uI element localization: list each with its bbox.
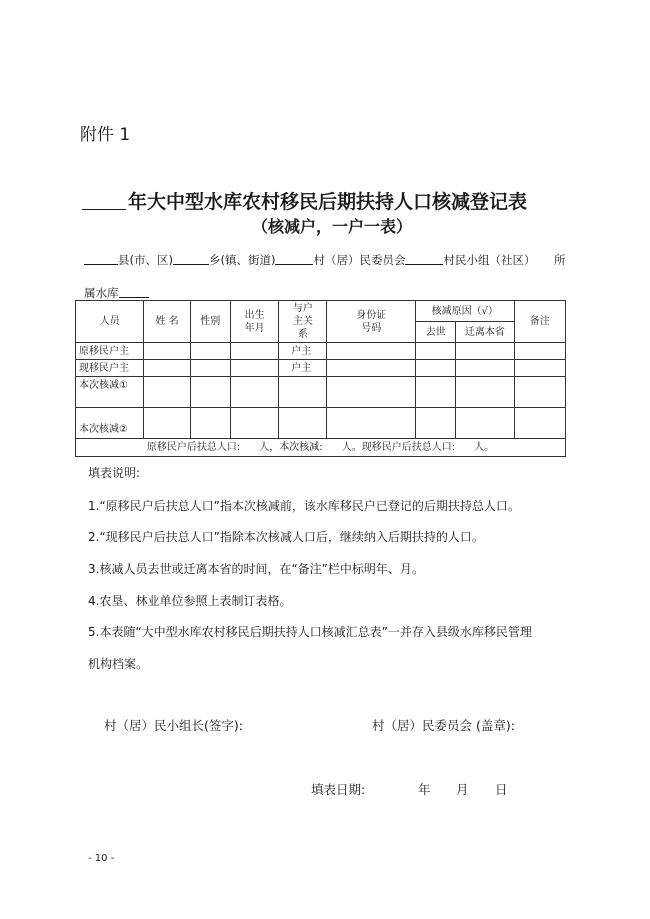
belong-label: 所 [554, 253, 566, 267]
cell-name[interactable] [144, 343, 190, 360]
address-line [84, 252, 574, 268]
cell-name[interactable] [144, 408, 190, 439]
notes-heading: 填表说明: [88, 466, 141, 480]
date-month: 月 [456, 782, 469, 797]
header-id [327, 301, 416, 343]
note-item: 4.农垦、林业单位参照上表制订表格。 [88, 594, 292, 608]
cell-remark[interactable] [514, 360, 565, 377]
cell-gender[interactable] [190, 343, 230, 360]
header-relation-text: 与户主关系 [292, 303, 313, 340]
table-header-row [76, 301, 566, 322]
summary-text: 原移民户后扶总人口: 人，本次核减: 人。现移民户后扶总人口: 人。 [76, 439, 566, 457]
reservoir-line [84, 285, 149, 301]
note-item: 1.“原移民户后扶总人口”指本次核减前，该水库移民户已登记的后期扶持总人口。 [88, 499, 520, 513]
cell-remark[interactable] [514, 408, 565, 439]
registration-table [75, 300, 566, 457]
cell-id[interactable] [327, 408, 416, 439]
cell-id[interactable] [327, 360, 416, 377]
header-name: 姓 名 [144, 301, 190, 343]
cell-name[interactable] [144, 377, 190, 408]
cell-gender[interactable] [190, 360, 230, 377]
reservoir-label: 属水库 [84, 286, 119, 300]
note-item: 3.核减人员去世或迁离本省的时间，在“备注”栏中标明年、月。 [88, 562, 424, 576]
cell-move[interactable] [456, 408, 514, 439]
cell-gender[interactable] [190, 377, 230, 408]
county-blank [84, 264, 118, 265]
cell-remark[interactable] [514, 377, 565, 408]
village-label: 村（居）民委员会 [313, 253, 406, 267]
header-person: 人员 [76, 301, 144, 343]
date-year: 年 [418, 782, 431, 797]
row-relation[interactable] [279, 408, 327, 439]
note-item: 5.本表随“大中型水库农村移民后期扶持人口核减汇总表”一并存入县级水库移民管理 [88, 625, 532, 639]
cell-death[interactable] [416, 377, 456, 408]
title-text: 年大中型水库农村移民后期扶持人口核减登记表 [128, 191, 528, 213]
row-person: 原移民户主 [76, 343, 144, 360]
reservoir-blank [119, 297, 149, 298]
row-person: 本次核减② [76, 408, 144, 439]
table-row [76, 343, 566, 360]
page-subtitle: （核减户，一户一表） [252, 217, 413, 236]
group-label: 村民小组（社区） [443, 253, 536, 267]
cell-birth[interactable] [230, 377, 278, 408]
row-relation: 户主 [279, 360, 327, 377]
date-day: 日 [495, 782, 508, 797]
date-label: 填表日期: [311, 782, 366, 797]
cell-birth[interactable] [230, 343, 278, 360]
header-gender: 性别 [190, 301, 230, 343]
township-blank [173, 264, 209, 265]
cell-birth[interactable] [230, 408, 278, 439]
cell-name[interactable] [144, 360, 190, 377]
cell-remark[interactable] [514, 343, 565, 360]
table-row [76, 377, 566, 408]
page-title [82, 187, 527, 214]
village-blank [275, 264, 313, 265]
header-birth-text: 出生年月 [244, 309, 265, 334]
attachment-label: 附件 1 [80, 125, 131, 145]
cell-death[interactable] [416, 343, 456, 360]
header-relation [279, 301, 327, 343]
county-label: 县(市、区) [118, 253, 173, 267]
header-remark: 备注 [514, 301, 565, 343]
header-reason-death: 去世 [416, 322, 456, 343]
cell-birth[interactable] [230, 360, 278, 377]
note-item: 2.“现移民户后扶总人口”指除本次核减人口后，继续纳入后期扶持的人口。 [88, 530, 484, 544]
table-summary-row [76, 439, 566, 457]
cell-death[interactable] [416, 408, 456, 439]
year-blank [82, 209, 126, 210]
row-relation[interactable] [279, 377, 327, 408]
cell-move[interactable] [456, 377, 514, 408]
cell-id[interactable] [327, 377, 416, 408]
row-person: 现移民户主 [76, 360, 144, 377]
row-relation: 户主 [279, 343, 327, 360]
page-number: - 10 - [88, 853, 115, 864]
cell-gender[interactable] [190, 408, 230, 439]
header-reason: 核减原因（√） [416, 301, 515, 322]
cell-id[interactable] [327, 343, 416, 360]
row-person: 本次核减① [76, 377, 144, 408]
header-birth [230, 301, 278, 343]
group-blank [405, 264, 443, 265]
cell-move[interactable] [456, 360, 514, 377]
note-item: 机构档案。 [88, 657, 149, 671]
cell-move[interactable] [456, 343, 514, 360]
cell-death[interactable] [416, 360, 456, 377]
committee-stamp: 村（居）民委员会 (盖章): [372, 718, 515, 733]
group-leader-signature: 村（居）民小组长(签字): [104, 718, 243, 733]
township-label: 乡(镇、街道) [208, 253, 276, 267]
table-row [76, 360, 566, 377]
header-reason-move: 迁离本省 [456, 322, 514, 343]
header-id-text: 身份证号码 [356, 309, 387, 334]
table-row [76, 408, 566, 439]
